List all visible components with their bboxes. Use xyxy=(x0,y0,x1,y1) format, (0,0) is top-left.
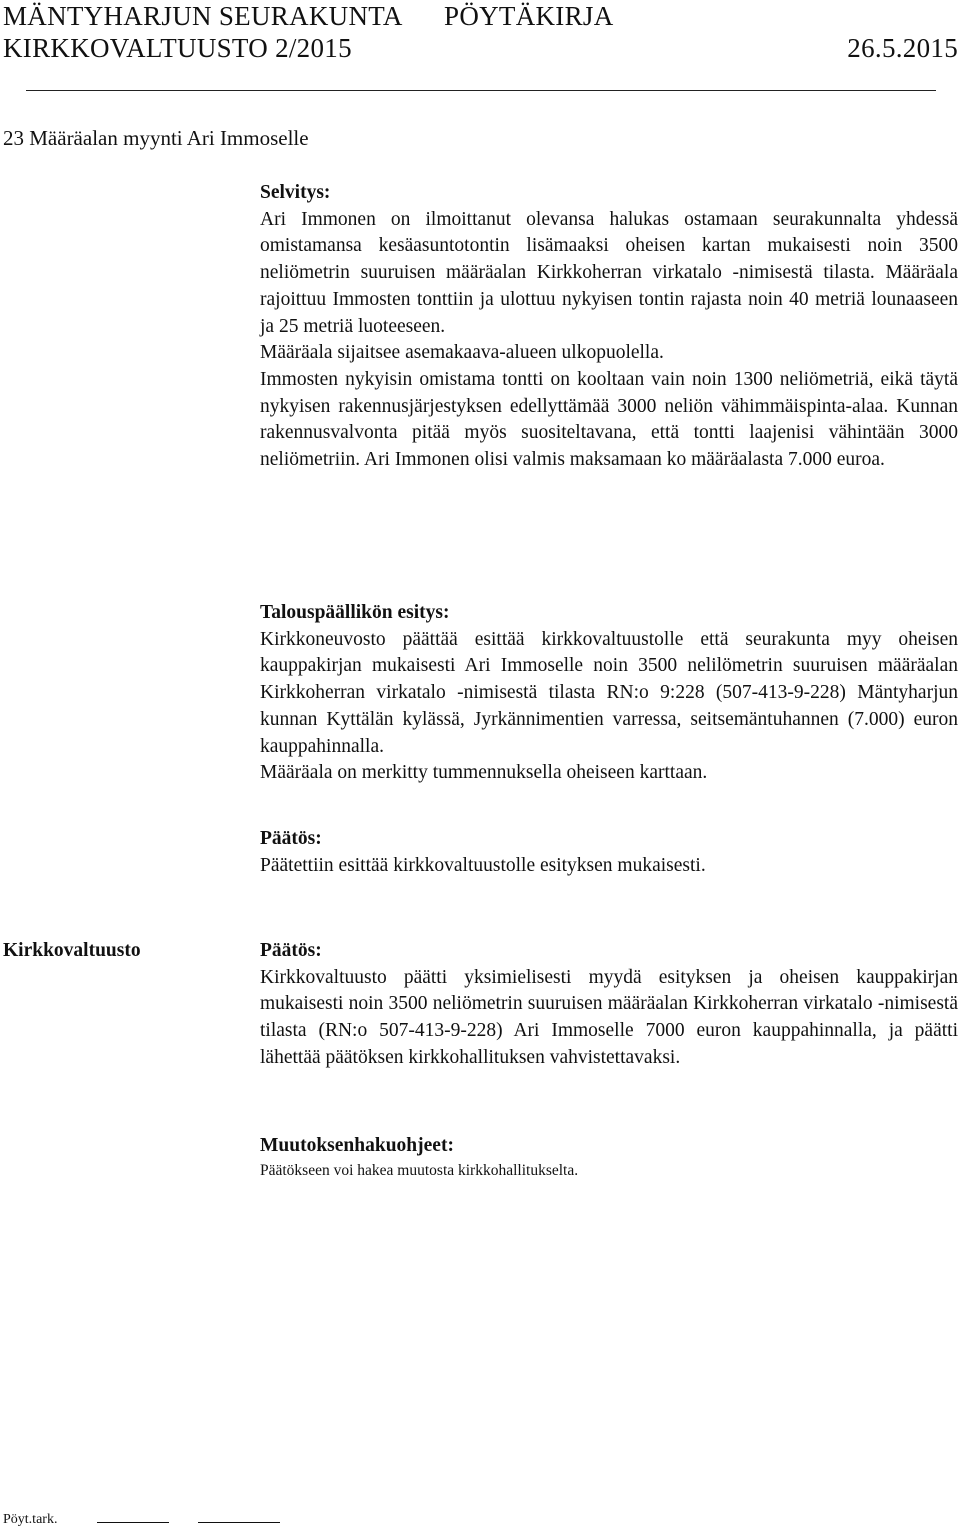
paatos-text: Päätettiin esittää kirkkovaltuustolle esityksen mukaisesti. xyxy=(260,854,706,876)
page-footer xyxy=(3,1508,280,1530)
esitys-section xyxy=(260,600,958,787)
muutoksenhaku-text: Päätökseen voi hakea muutosta kirkkohallitukselta. xyxy=(260,1161,579,1179)
esitys-paragraph-2: Määräala on merkitty tummennuksella oheiseen karttaan. xyxy=(260,762,708,784)
selvitys-section xyxy=(260,180,958,474)
org-name: MÄNTYHARJUN SEURAKUNTA xyxy=(3,1,403,31)
page-header xyxy=(3,0,958,64)
selvitys-paragraph-1: Ari Immonen on ilmoittanut olevansa halukas ostamaan seurakunnalta yhdessä omistamansa kesäasuntotontin lisämaaksi oheisen kartan mukaisesti noin 3500 neliömetrin suuruisen määräalan Kirkkoherran virkatalo -nimisestä tilasta. Määräala rajoittuu Immosten tonttiin ja ulottuu nykyisen tontin rajasta noin 40 metriä lounaaseen ja 25 metriä luoteeseen. xyxy=(260,208,958,337)
signature-line-1 xyxy=(97,1508,169,1523)
kirkkovaltuusto-paatos-label: Päätös: xyxy=(260,940,322,961)
selvitys-paragraph-2: Määräala sijaitsee asemakaava-alueen ulkopuolella. xyxy=(260,342,664,364)
paatos-section xyxy=(260,826,958,879)
kirkkovaltuusto-paatos-text: Kirkkovaltuusto päätti yksimielisesti myydä esityksen ja oheisen kauppakirjan mukaisesti noin 3500 neliömetrin suuruisen määräalan Kirkkoherran virkatalo -nimisestä tilasta (RN:o 507-413-9-228) Ari Immoselle 7000 euron kauppahinnalla, ja päätti lähettää päätöksen kirkkohallituksen vahvistettavaksi. xyxy=(260,966,958,1068)
footer-label: Pöyt.tark. xyxy=(3,1512,58,1527)
meeting-body: KIRKKOVALTUUSTO 2/2015 xyxy=(3,33,352,63)
muutoksenhaku-section xyxy=(260,1133,958,1182)
selvitys-paragraph-3: Immosten nykyisin omistama tontti on kooltaan vain noin 1300 neliömetriä, eikä täytä nykyisen rakennusjärjestyksen edellyttämää 3000 neliön vähimmäispinta-alaa. Kunnan rakennusvalvonta pitää myös suositeltavana, että tontti laajenisi vähintään 3000 neliömetriin. Ari Immonen olisi valmis maksamaan ko määräalasta 7.000 euroa. xyxy=(260,368,958,471)
selvitys-label: Selvitys: xyxy=(260,182,331,203)
document-type: PÖYTÄKIRJA xyxy=(444,1,614,31)
paatos-label: Päätös: xyxy=(260,828,322,849)
signature-line-2 xyxy=(198,1508,280,1523)
section-title: 23 Määräalan myynti Ari Immoselle xyxy=(3,126,309,150)
esitys-label: Talouspäällikön esitys: xyxy=(260,602,450,623)
kirkkovaltuusto-side-label: Kirkkovaltuusto xyxy=(3,940,141,961)
esitys-paragraph-1: Kirkkoneuvosto päättää esittää kirkkovaltuustolle että seurakunta myy oheisen kauppakirjan mukaisesti Ari Immoselle noin 3500 nelilömetrin suuruisen määräalan Kirkkoherran virkatalo -nimisestä tilasta RN:o 9:228 (507-413-9-228) Mäntyharjun kunnan Kyttälän kylässä, Jyrkännimentien varressa, seitsemäntuhannen (7.000) euron kauppahinnalla. xyxy=(260,628,958,757)
muutoksenhaku-label: Muutoksenhakuohjeet: xyxy=(260,1135,454,1156)
kirkkovaltuusto-section xyxy=(260,938,958,1072)
header-divider xyxy=(26,90,936,91)
meeting-date: 26.5.2015 xyxy=(847,33,958,63)
